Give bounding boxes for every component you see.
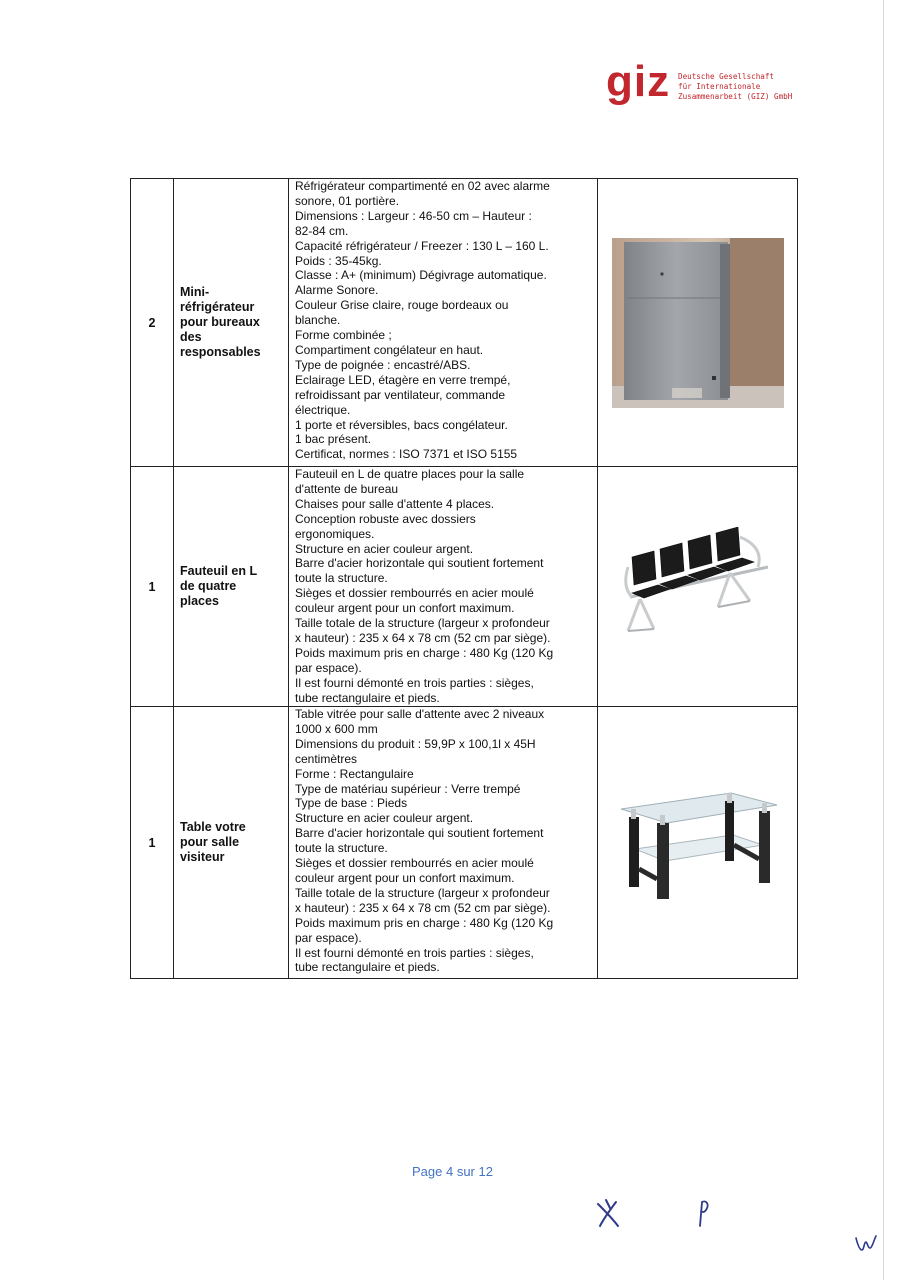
- description-line: couleur argent pour un confort maximum.: [295, 870, 515, 885]
- description-line: 1 bac présent.: [295, 432, 372, 447]
- item-name-line: Fauteuil en L: [180, 564, 258, 578]
- description-line: toute la structure.: [295, 571, 388, 586]
- image-cell: [598, 707, 798, 979]
- description-line: par espace).: [295, 660, 362, 675]
- description-line: par espace).: [295, 930, 362, 945]
- item-name-line: visiteur: [180, 850, 225, 864]
- initials-signature: [592, 1196, 632, 1232]
- description-line: Barre d'acier horizontale qui soutient fortement: [295, 556, 544, 571]
- image-cell: [598, 467, 798, 707]
- quantity-cell: 2: [131, 179, 174, 467]
- item-name-line: des: [180, 330, 202, 344]
- description-line: Réfrigérateur compartimenté en 02 avec alarme: [295, 179, 550, 193]
- description-line: Forme combinée ;: [295, 328, 392, 343]
- description-line: centimètres: [295, 751, 358, 766]
- description-line: couleur argent pour un confort maximum.: [295, 601, 515, 616]
- description-line: Taille totale de la structure (largeur x profondeur: [295, 616, 550, 631]
- description-line: tube rectangulaire et pieds.: [295, 960, 440, 975]
- item-name-line: responsables: [180, 345, 261, 359]
- logo-line: Deutsche Gesellschaft: [678, 72, 775, 81]
- item-name-line: places: [180, 594, 219, 608]
- description-line: électrique.: [295, 402, 351, 417]
- description-line: Poids : 35-45kg.: [295, 253, 382, 268]
- item-name-cell: [174, 467, 289, 707]
- description-line: Il est fourni démonté en trois parties : sièges,: [295, 945, 534, 960]
- quantity-cell: 1: [131, 707, 174, 979]
- glass-table-photo: [613, 783, 783, 903]
- item-name-cell: [174, 707, 289, 979]
- description-line: Taille totale de la structure (largeur x profondeur: [295, 885, 550, 900]
- description-line: Structure en acier couleur argent.: [295, 541, 474, 556]
- item-name-line: pour salle: [180, 835, 240, 849]
- description-line: d'attente de bureau: [295, 481, 399, 496]
- image-cell: [598, 179, 798, 467]
- item-name-line: pour bureaux: [180, 315, 260, 329]
- initials-signature: [690, 1196, 714, 1230]
- logo-line: Zusammenarbeit (GIZ) GmbH: [678, 92, 793, 101]
- item-name-line: Mini-: [180, 285, 210, 299]
- description-line: Barre d'acier horizontale qui soutient fortement: [295, 826, 544, 841]
- description-line: sonore, 01 portière.: [295, 193, 400, 208]
- logo-text: [678, 72, 818, 102]
- mini-fridge-photo: [612, 238, 784, 408]
- giz-logo: [606, 57, 806, 116]
- page-number: Page 4 sur 12: [412, 1164, 493, 1179]
- waiting-bench-photo: [618, 527, 778, 647]
- description-line: 1 porte et réversibles, bacs congélateur.: [295, 417, 508, 432]
- description-line: Forme : Rectangulaire: [295, 766, 414, 781]
- description-line: ergonomiques.: [295, 526, 375, 541]
- item-name-line: de quatre: [180, 579, 237, 593]
- description-line: Sièges et dossier rembourrés en acier moulé: [295, 856, 534, 871]
- description-line: Alarme Sonore.: [295, 283, 379, 298]
- logo-line: für Internationale: [678, 82, 761, 91]
- description-line: Type de base : Pieds: [295, 796, 408, 811]
- description-line: Certificat, normes : ISO 7371 et ISO 5155: [295, 447, 518, 462]
- table-row: [131, 467, 798, 707]
- logo-mark: giz: [606, 57, 671, 106]
- description-line: Dimensions du produit : 59,9P x 100,1l x 45H: [295, 736, 536, 751]
- description-line: Table vitrée pour salle d'attente avec 2 niveaux: [295, 707, 545, 721]
- description-line: refroidissant par ventilateur, commande: [295, 387, 506, 402]
- specification-table: [130, 178, 798, 979]
- description-line: Eclairage LED, étagère en verre trempé,: [295, 372, 511, 387]
- table-row: [131, 707, 798, 979]
- scan-edge-line: [883, 0, 884, 1280]
- description-line: 1000 x 600 mm: [295, 721, 378, 736]
- description-line: Couleur Grise claire, rouge bordeaux ou: [295, 298, 509, 313]
- description-line: Capacité réfrigérateur / Freezer : 130 L – 160 L.: [295, 238, 549, 253]
- item-name-line: Table votre: [180, 820, 246, 834]
- description-line: toute la structure.: [295, 841, 388, 856]
- description-line: Fauteuil en L de quatre places pour la salle: [295, 467, 525, 481]
- table-row: [131, 179, 798, 467]
- description-line: Classe : A+ (minimum) Dégivrage automatique.: [295, 268, 547, 283]
- description-line: Poids maximum pris en charge : 480 Kg (120 Kg: [295, 915, 554, 930]
- description-cell: [289, 467, 598, 707]
- initials-signature: [852, 1232, 880, 1256]
- item-name-cell: [174, 179, 289, 467]
- item-name-line: réfrigérateur: [180, 300, 255, 314]
- description-line: Poids maximum pris en charge : 480 Kg (120 Kg: [295, 645, 554, 660]
- description-line: Il est fourni démonté en trois parties : sièges,: [295, 675, 534, 690]
- description-line: Sièges et dossier rembourrés en acier moulé: [295, 586, 534, 601]
- description-line: x hauteur) : 235 x 64 x 78 cm (52 cm par siège).: [295, 900, 551, 915]
- description-line: x hauteur) : 235 x 64 x 78 cm (52 cm par siège).: [295, 630, 551, 645]
- description-line: Dimensions : Largeur : 46-50 cm – Hauteur :: [295, 208, 532, 223]
- description-cell: [289, 707, 598, 979]
- quantity-cell: 1: [131, 467, 174, 707]
- description-line: blanche.: [295, 313, 341, 328]
- description-line: 82-84 cm.: [295, 223, 349, 238]
- description-line: Compartiment congélateur en haut.: [295, 342, 484, 357]
- description-line: Type de matériau supérieur : Verre trempé: [295, 781, 521, 796]
- description-cell: [289, 179, 598, 467]
- description-line: Conception robuste avec dossiers: [295, 511, 476, 526]
- description-line: tube rectangulaire et pieds.: [295, 690, 440, 705]
- description-line: Structure en acier couleur argent.: [295, 811, 474, 826]
- description-line: Type de poignée : encastré/ABS.: [295, 357, 471, 372]
- description-line: Chaises pour salle d'attente 4 places.: [295, 496, 495, 511]
